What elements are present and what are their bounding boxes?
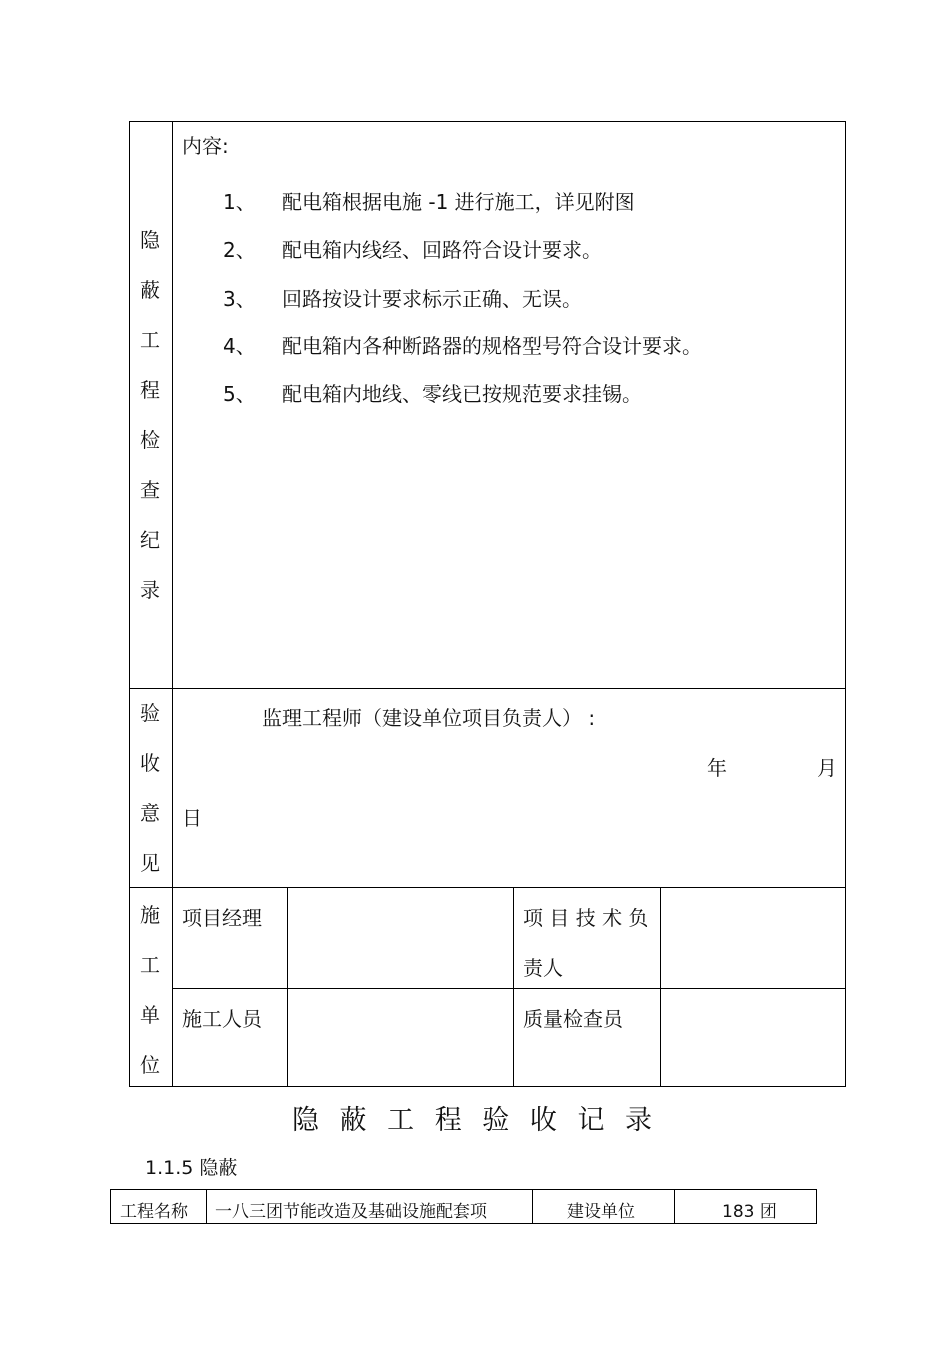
- year-label: 年: [707, 756, 727, 780]
- item-1-text: 配电箱根据电施 -1 进行施工，详见附图: [282, 190, 635, 214]
- item-3-text: 回路按设计要求标示正确、无误。: [282, 287, 582, 311]
- owner-label: 建设单位: [567, 1202, 635, 1222]
- month-label: 月: [817, 756, 837, 780]
- supervisor-label: 监理工程师（建设单位项目负责人） :: [262, 706, 596, 730]
- item-2-text: 配电箱内线经、回路符合设计要求。: [282, 238, 602, 262]
- quality-inspector-label: 质量检查员: [523, 1007, 623, 1031]
- tech-lead-label-line1: 项 目 技 术 负: [523, 906, 649, 930]
- project-name-label: 工程名称: [120, 1202, 188, 1222]
- project-manager-label: 项目经理: [182, 906, 262, 930]
- construction-side-label: 施 工 单 位: [140, 903, 160, 1077]
- item-5-num: 5、: [223, 382, 256, 406]
- owner-value: 183 团: [722, 1202, 777, 1222]
- content-label: 内容:: [182, 134, 229, 158]
- item-3-num: 3、: [223, 287, 256, 311]
- tech-lead-label-line2: 责人: [523, 956, 563, 980]
- item-4-num: 4、: [223, 334, 256, 358]
- project-name-value: 一八三团节能改造及基础设施配套项: [215, 1202, 487, 1222]
- inspection-side-label: 隐 蔽 工 程 检 查 纪 录: [140, 228, 160, 602]
- workers-label: 施工人员: [182, 1007, 262, 1031]
- item-4-text: 配电箱内各种断路器的规格型号符合设计要求。: [282, 334, 702, 358]
- item-2-num: 2、: [223, 238, 256, 262]
- section-heading: 1.1.5 隐蔽: [145, 1157, 238, 1179]
- item-5-text: 配电箱内地线、零线已按规范要求挂锡。: [282, 382, 642, 406]
- document-title: 隐 蔽 工 程 验 收 记 录: [291, 1105, 659, 1136]
- item-1-num: 1、: [223, 190, 256, 214]
- day-label: 日: [182, 806, 202, 830]
- acceptance-side-label: 验 收 意 见: [140, 701, 160, 875]
